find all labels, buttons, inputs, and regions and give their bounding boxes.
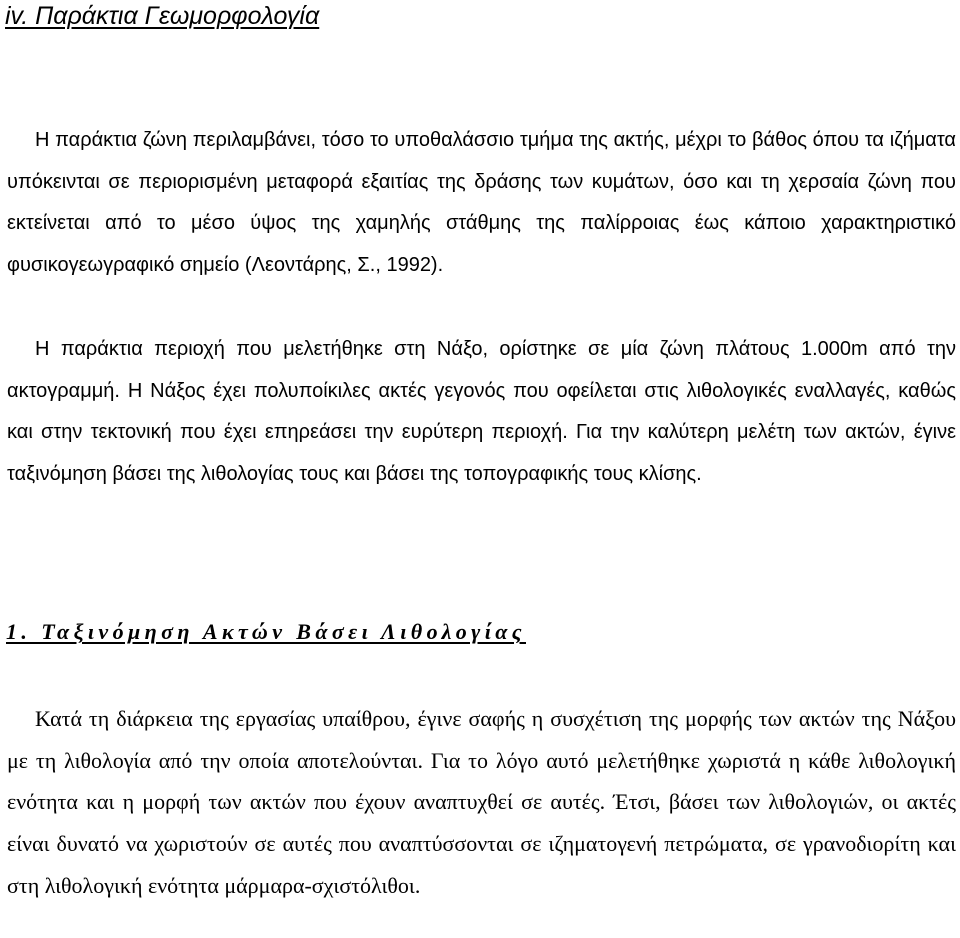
intro-paragraph: Η παράκτια ζώνη περιλαμβάνει, τόσο το υποθαλάσσιο τμήμα της ακτής, μέχρι το βάθος όπου τα ιζήματα υπόκεινται σε περιορισμένη μεταφορά εξαιτίας της δράσης των κυμάτων, όσο και τη χερσαία ζώνη που εκτείνεται από το μέσο ύψος της χαμηλής στάθμης της παλίρροιας έως κάποιο χαρακτηριστικό φυσικογεωγραφικό σημείο (Λεοντάρης, Σ., 1992).: [7, 129, 956, 277]
study-area-paragraph: Η παράκτια περιοχή που μελετήθηκε στη Νάξο, ορίστηκε σε μία ζώνη πλάτους 1.000m από την ακτογραμμή. Η Νάξος έχει πολυποίκιλες ακτές γεγονός που οφείλεται στις λιθολογικές εναλλαγές, καθώς και στην τεκτονική που έχει επηρεάσει την ευρύτερη περιοχή. Για την καλύτερη μελέτη των ακτών, έγινε ταξινόμηση βάσει της λιθολογίας τους και βάσει της τοπογραφικής τους κλίσης.: [7, 338, 956, 486]
section-title: iv. Παράκτια Γεωμορφολογία: [5, 2, 320, 30]
lithology-paragraph: Κατά τη διάρκεια της εργασίας υπαίθρου, έγινε σαφής η συσχέτιση της μορφής των ακτών της Νάξου με τη λιθολογία από την οποία αποτελούνται. Για το λόγο αυτό μελετήθηκε χωριστά η κάθε λιθολογική ενότητα και η μορφή των ακτών που έχουν αναπτυχθεί σε αυτές. Έτσι, βάσει των λιθολογιών, οι ακτές είναι δυνατό να χωριστούν σε αυτές που αναπτύσσονται σε ιζηματογενή πετρώματα, σε γρανοδιορίτη και στη λιθολογική ενότητα μάρμαρα-σχιστόλιθοι.: [7, 706, 956, 898]
subsection-heading: 1. Ταξινόμηση Ακτών Βάσει Λιθολογίας: [6, 619, 526, 644]
